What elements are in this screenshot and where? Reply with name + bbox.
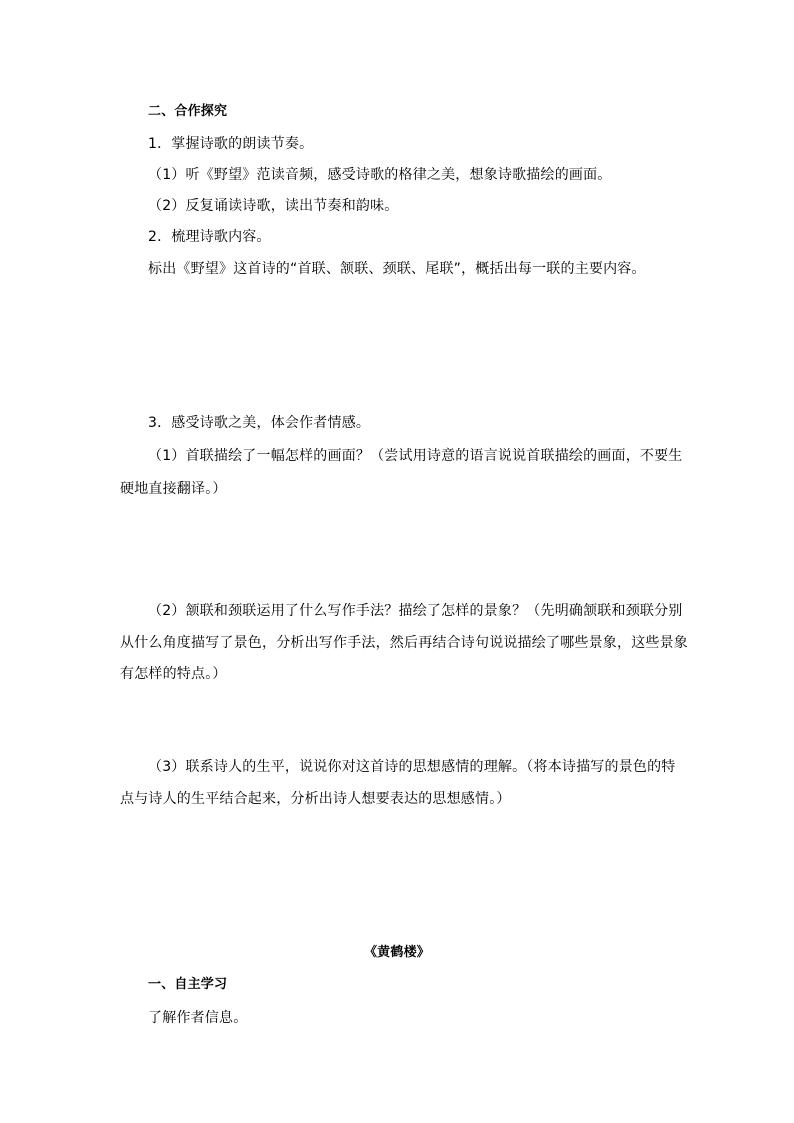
section-heading-self-study: 一、自主学习: [148, 977, 228, 992]
item-3-title: 3．感受诗歌之美，体会作者情感。: [148, 415, 371, 431]
question-2-line-2: 从什么角度描写了景色，分析出写作手法，然后再结合诗句说说描绘了哪些景象，这些景象: [120, 635, 688, 651]
question-1-line-1: （1）首联描绘了一幅怎样的画面？（尝试用诗意的语言说说首联描绘的画面，不要生: [148, 448, 683, 464]
item-2-title: 2．梳理诗歌内容。: [148, 229, 271, 245]
item-2-text: 标出《野望》这首诗的“首联、颔联、颈联、尾联”，概括出每一联的主要内容。: [148, 261, 646, 277]
item-1-sub-1: （1）听《野望》范读音频，感受诗歌的格律之美，想象诗歌描绘的画面。: [148, 167, 612, 183]
item-1-title: 1．掌握诗歌的朗读节奏。: [148, 136, 314, 152]
section-heading-cooperative-inquiry: 二、合作探究: [148, 104, 228, 119]
question-2-line-1: （2）颔联和颈联运用了什么写作手法？描绘了怎样的景象？（先明确颔联和颈联分别: [148, 603, 683, 619]
question-2-line-3: 有怎样的特点。）: [120, 666, 227, 682]
question-1-line-2: 硬地直接翻译。）: [120, 481, 227, 497]
self-study-text: 了解作者信息。: [148, 1010, 248, 1026]
lesson-title-yellow-crane-tower: 《黄鹤楼》: [363, 945, 430, 960]
question-3-line-1: （3）联系诗人的生平，说说你对这首诗的思想感情的理解。（将本诗描写的景色的特: [148, 759, 676, 775]
question-3-line-2: 点与诗人的生平结合起来，分析出诗人想要表达的思想感情。）: [120, 791, 511, 807]
item-1-sub-2: （2）反复诵读诗歌，读出节奏和韵味。: [148, 198, 399, 214]
